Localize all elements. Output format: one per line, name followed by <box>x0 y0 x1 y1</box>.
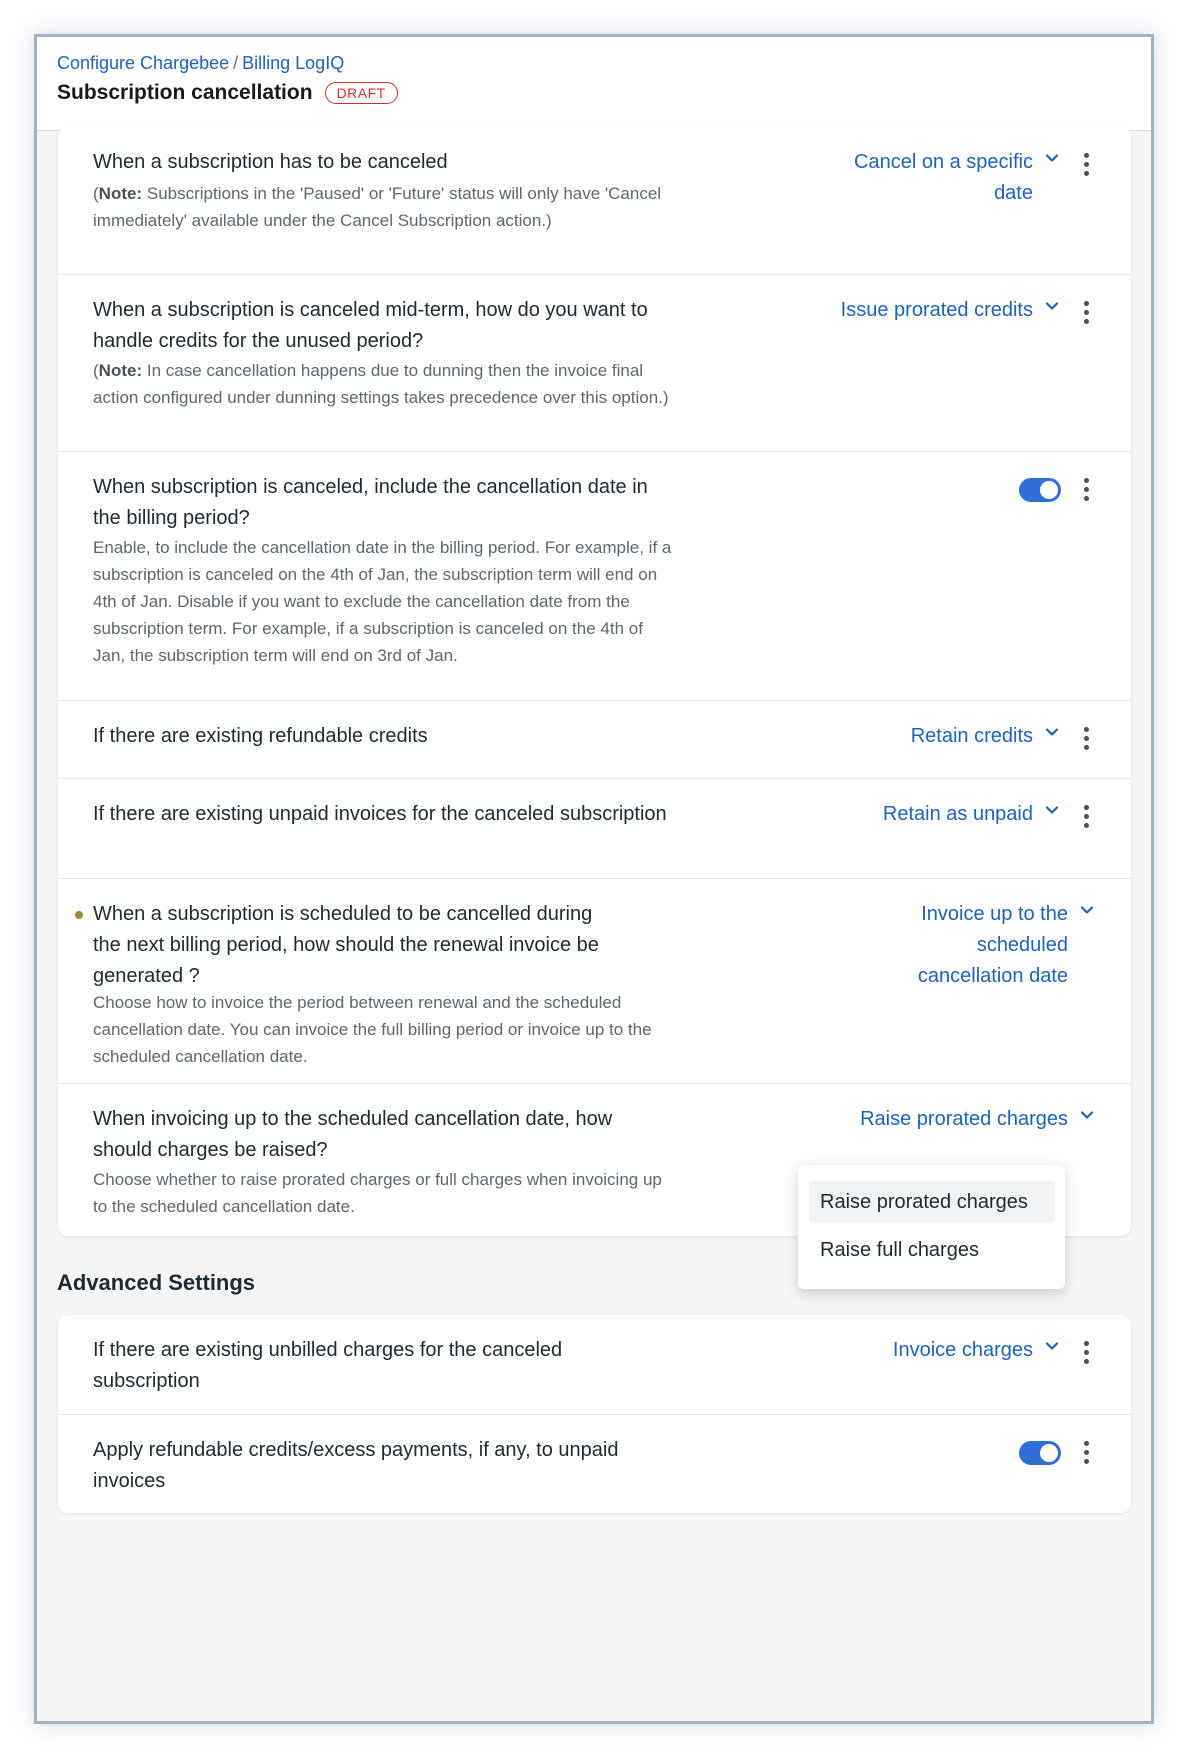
charges-dropdown-menu <box>798 1165 1065 1289</box>
chevron-down-icon <box>1078 1106 1096 1124</box>
toggle-knob <box>1040 1444 1058 1462</box>
rule-row-apply-credits <box>58 1415 1131 1513</box>
modified-indicator-dot <box>75 911 83 919</box>
rule-title: When a subscription has to be canceled <box>93 151 448 173</box>
charges-raised-dropdown[interactable] <box>860 1104 1096 1135</box>
advanced-settings-heading: Advanced Settings <box>57 1270 256 1295</box>
kebab-menu-icon[interactable] <box>1083 727 1089 750</box>
kebab-menu-icon[interactable] <box>1083 478 1089 501</box>
rule-title: When invoicing up to the scheduled cancellation date, how should charges be raised? <box>93 1108 613 1161</box>
dropdown-value: Invoice up to the scheduled cancellation date <box>917 903 1068 987</box>
renewal-invoice-dropdown[interactable] <box>866 899 1096 992</box>
note-open-paren: ( <box>93 361 99 380</box>
rule-description <box>93 180 673 234</box>
chevron-down-icon <box>1043 801 1061 819</box>
breadcrumb-configure-chargebee[interactable]: Configure Chargebee <box>57 53 230 73</box>
kebab-menu-icon[interactable] <box>1083 301 1089 324</box>
rule-row-unpaid-invoices <box>58 779 1131 879</box>
rule-row-refundable-credits <box>58 701 1131 779</box>
page-header <box>37 37 1151 131</box>
dropdown-value: Retain credits <box>910 725 1033 747</box>
rule-row-renewal-invoice <box>58 879 1131 1084</box>
title-row <box>57 81 398 105</box>
toggle-knob <box>1040 481 1058 499</box>
rule-title: If there are existing unpaid invoices for the canceled subscription <box>93 803 667 825</box>
kebab-menu-icon[interactable] <box>1083 153 1089 176</box>
breadcrumb <box>57 53 344 74</box>
chevron-down-icon <box>1043 723 1061 741</box>
dropdown-value: Invoice charges <box>892 1339 1033 1361</box>
rule-row-mid-term-credits <box>58 275 1131 452</box>
rule-title: When subscription is canceled, include the cancellation date in the billing period? <box>93 476 648 529</box>
dropdown-value: Retain as unpaid <box>882 803 1033 825</box>
rule-description: Choose how to invoice the period between renewal and the scheduled cancellation date. You can invoice the full billing period or invoice up to the scheduled cancellation date. <box>93 993 652 1066</box>
rule-title: When a subscription is canceled mid-term, how do you want to handle credits for the unused period? <box>93 299 648 352</box>
rule-description: Enable, to include the cancellation date in the billing period. For example, if a subscription is canceled on the 4th of Jan, the subscription term will end on 4th of Jan. Disable if you want to exclude the cancellation date from the subscription term. For example, if a subscription is canceled on the 4th of Jan, the subscription term will end on 3rd of Jan. <box>93 538 672 665</box>
note-open-paren: ( <box>93 184 99 203</box>
rule-row-unbilled-charges <box>58 1315 1131 1415</box>
dropdown-value: Cancel on a specific date <box>854 151 1033 204</box>
menu-item-raise-full-charges[interactable]: Raise full charges <box>820 1239 979 1261</box>
unbilled-charges-dropdown[interactable] <box>893 1335 1061 1366</box>
dropdown-value: Issue prorated credits <box>840 299 1033 321</box>
dropdown-value: Raise prorated charges <box>860 1108 1068 1130</box>
chevron-down-icon <box>1043 1337 1061 1355</box>
rule-row-include-cancel-date <box>58 452 1131 701</box>
unpaid-invoices-dropdown[interactable] <box>883 799 1061 830</box>
kebab-menu-icon[interactable] <box>1083 1441 1089 1464</box>
rule-title: When a subscription is scheduled to be cancelled during the next billing period, how should the renewal invoice be generated ? <box>93 903 599 987</box>
rule-title: Apply refundable credits/excess payments, if any, to unpaid invoices <box>93 1439 619 1492</box>
status-badge: DRAFT <box>325 82 398 104</box>
rule-title: If there are existing refundable credits <box>93 725 428 747</box>
refundable-credits-dropdown[interactable] <box>911 721 1061 752</box>
rule-row-cancel-timing <box>58 127 1131 275</box>
chevron-down-icon <box>1043 149 1061 167</box>
chevron-down-icon <box>1078 901 1096 919</box>
rule-title: If there are existing unbilled charges for the canceled subscription <box>93 1339 563 1392</box>
apply-credits-toggle[interactable] <box>1019 1441 1061 1465</box>
note-text: Subscriptions in the 'Paused' or 'Future' status will only have 'Cancel immediately' available under the Cancel Subscription action.) <box>93 184 662 230</box>
note-text: In case cancellation happens due to dunning then the invoice final action configured under dunning settings takes precedence over this option.) <box>93 361 669 407</box>
chevron-down-icon <box>1043 297 1061 315</box>
advanced-card <box>58 1315 1131 1513</box>
rules-card <box>58 127 1131 1236</box>
breadcrumb-separator: / <box>233 53 239 73</box>
breadcrumb-billing-logiq[interactable]: Billing LogIQ <box>242 53 345 73</box>
note-label: Note: <box>98 184 143 203</box>
credits-handling-dropdown[interactable] <box>841 295 1061 326</box>
rule-description: Choose whether to raise prorated charges or full charges when invoicing up to the scheduled cancellation date. <box>93 1170 662 1216</box>
include-cancel-date-toggle[interactable] <box>1019 478 1061 502</box>
menu-item-raise-prorated-charges[interactable]: Raise prorated charges <box>809 1181 1055 1223</box>
note-label: Note: <box>98 361 143 380</box>
settings-window <box>34 34 1154 1724</box>
rule-description <box>93 357 673 411</box>
cancel-timing-dropdown[interactable] <box>841 147 1061 209</box>
kebab-menu-icon[interactable] <box>1083 805 1089 828</box>
page-title: Subscription cancellation <box>57 81 313 104</box>
kebab-menu-icon[interactable] <box>1083 1341 1089 1364</box>
